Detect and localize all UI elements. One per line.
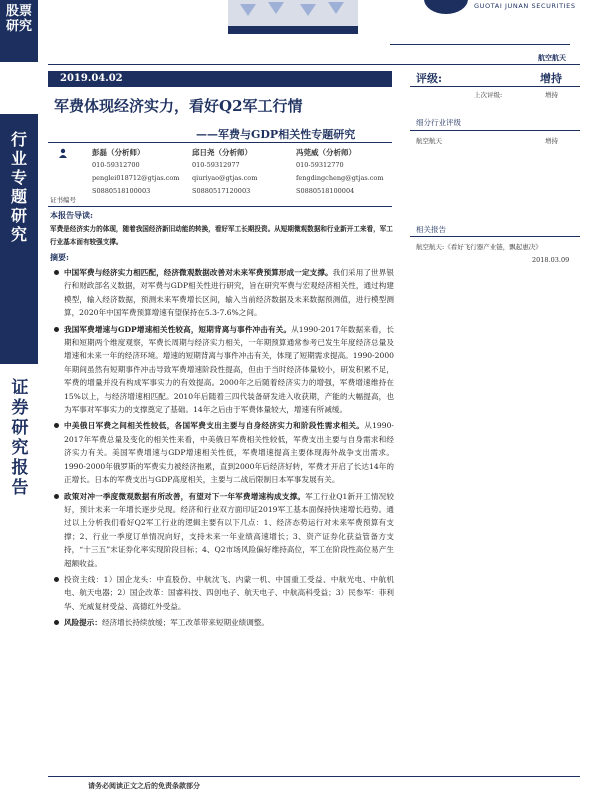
sub-rating-heading: 细分行业评级	[416, 118, 461, 127]
rating-label: 评级:	[416, 72, 443, 85]
bullet-lead: 中国军费与经济实力相匹配，经济微观数据改善对未来军费预算形成一定支撑。	[64, 268, 333, 277]
author-phone: 010-59312977	[192, 161, 240, 169]
bullet-lead: 中美俄日军费之间相关性较低，各国军费支出主要与自身经济实力和阶段性需求相关。	[64, 421, 365, 431]
bullet-text: 我们采用了世界银行和财政部名义数据，对军费与GDP相关性进行研究，旨在研究军费与宏观经济相关性，通过构建模型，输入经济数据，预测未来军费增长区间，输入当前经济数据及未来数据预测值，进行模型测算，2020年中国军费预算增速有望保持在5.3-7.6%之间。	[64, 268, 394, 318]
person-icon	[58, 148, 68, 158]
abstract-bullet	[54, 573, 394, 613]
previous-rating-value: 增持	[545, 91, 558, 99]
author-phone: 010-59312700	[92, 161, 140, 169]
author-name: 彭磊（分析师）	[92, 148, 145, 157]
gem-icon	[328, 2, 344, 14]
author-cert: S0880517120003	[192, 187, 251, 195]
sub-rating-divider	[410, 130, 580, 131]
sidebar-report-category-label: 证券研究报告	[11, 378, 29, 498]
author-name: 冯莞威（分析师）	[296, 148, 356, 157]
author-card	[92, 146, 179, 198]
left-sidebar	[0, 0, 38, 800]
header-rule	[390, 44, 570, 45]
sidebar-mid-panel	[0, 114, 38, 364]
previous-rating-label: 上次评级:	[474, 91, 503, 99]
abstract-bullet	[54, 616, 394, 629]
gem-icon	[240, 4, 256, 16]
author-email[interactable]: qiuriyao@gtjas.com	[192, 174, 258, 182]
rating-value: 增持	[540, 72, 562, 85]
gem-icon	[268, 2, 284, 14]
footer-divider	[48, 776, 580, 777]
cert-label: 证书编号	[50, 196, 76, 204]
abstract-bullet	[54, 490, 394, 570]
header-industry: 航空航天	[538, 53, 566, 62]
bullet-lead: 政策对冲一季度微观数据有所改善，有望对下一年军费增速构成支撑。	[64, 491, 306, 501]
rating-divider	[410, 86, 580, 87]
author-cert: S0880518100003	[92, 187, 151, 195]
bullet-lead: 我国军费增速与GDP增速相关性较高，短期背离与事件冲击有关。	[64, 324, 292, 334]
sub-rating-value: 增持	[545, 137, 558, 145]
sidebar-report-type-label: 行业专题研究	[10, 130, 27, 244]
sub-rating-industry: 航空航天	[416, 137, 442, 145]
banner-bar	[228, 26, 358, 34]
bullet-text: 经济增长持续放缓；军工改革带来短期业绩调整。	[101, 618, 270, 628]
author-email[interactable]: penglei018712@gtjas.com	[92, 174, 180, 182]
related-report-link[interactable]: 航空航天:《看好飞行器产业链，飘起惠决》	[416, 243, 542, 251]
author-card	[192, 146, 257, 198]
abstract-heading: 摘要:	[50, 252, 69, 262]
header-banner	[228, 0, 358, 30]
company-logo-icon	[424, 0, 468, 14]
footer-disclaimer: 请务必阅读正文之后的免责条款部分	[88, 781, 200, 790]
abstract-bullet	[54, 419, 394, 486]
related-divider	[410, 236, 580, 237]
authors-divider	[48, 206, 392, 207]
abstract-bullets	[54, 266, 394, 633]
guide-heading: 本报告导读:	[50, 210, 93, 220]
header-divider	[48, 64, 580, 65]
bullet-text: 投资主线：1）国企龙头：中直股份、中航沈飞、内蒙一机、中国重工受益、中航光电、中航机电、航天电器；2）国企改革：国睿科技、四创电子、航天电子、中航高科受益；3）民参军：菲利华、光威复材受益、高德红外受益。	[64, 574, 394, 611]
abstract-bullet	[54, 323, 394, 417]
guide-body: 军费是经济实力的体现，随着我国经济新旧动能的转换，看好军工长期投资。从短期微观数据和行业新开工来看，军工行业基本面有较强支撑。	[50, 225, 393, 246]
company-logo-text: GUOTAI JUNAN SECURITIES	[474, 2, 576, 10]
bullet-text: 军工行业Q1新开工情况较好，预计未来一年增长逐步兑现。经济和行业双方面印证2019军工基本面保持快速增长趋势。通过以上分析我们看好Q2军工行业的逻辑主要有以下几点：1、经济态势运行对未来军费预算有支撑；2、行业一季度订单情况向好，支持未来一年业绩高速增长；3、资产证券化获益管备方支持，“十三五”末证券化率实现阶段目标；4、Q2市场风险偏好维持高位，军工在阶段性高位易产生超额收益。	[64, 491, 395, 568]
abstract-bullet	[54, 266, 394, 320]
bullet-text: 从1990-2017年数据来看，长期和短期两个维度观察，军费长周期与经济实力相关，一年期预算通常参考已发生年度经济总量及增速和未来一年的经济环境。增速的短期背离与事件冲击有关，体现了短期需求提高。1990-2000年期间虽然有短期事件冲击导致军费增速阶段性提高，但由于当时经济体量较小，研发积累不足，军费的增量并没有构成军事实力的有效提高。2000年之后随着经济实力的增强，军费增速维持在15%以上，与经济增速相匹配。2010年后随着三四代装备研发进入收获期，产能的大幅提高，也为军事对军事实力的支撑奠定了基础。14年之后由于军费体量较大，增速有所减缓。	[64, 324, 394, 415]
related-reports-heading: 相关报告	[416, 225, 446, 234]
author-card	[296, 146, 384, 198]
author-email[interactable]: fengdingcheng@gtjas.com	[296, 174, 384, 182]
author-name: 邱日尧（分析师）	[192, 148, 252, 157]
bullet-lead: 风险提示：	[64, 618, 102, 628]
related-report-date: 2018.03.09	[532, 256, 570, 264]
bullet-text: 从1990-2017年军费总量及变化的相关性来看，中美俄日军费相关性较低，军费支出主要与自身需求和经济实力有关。美国军费增速与GDP增速相关性低，军费增速提高主要体现海外战争支出需求。1990-2000年俄罗斯的军费实力被经济拖累，直到2000年后经济好转，军费才开启了长达14年的正增长。日本的军费支出与GDP高度相关，主要与二战后限制日本军事发展有关。	[64, 421, 394, 485]
report-title: 军费体现经济实力，看好Q2军工行情	[54, 97, 303, 115]
report-date: 2019.04.02	[60, 73, 123, 84]
date-badge	[48, 71, 392, 87]
author-phone: 010-59312770	[296, 161, 344, 169]
report-subtitle: ——军费与GDP相关性专题研究	[196, 128, 356, 141]
title-divider	[48, 142, 392, 143]
author-cert: S0880518100004	[296, 187, 355, 195]
gem-icon	[300, 4, 316, 16]
sidebar-top-label: 股票研究	[6, 4, 33, 34]
header-band	[38, 0, 600, 40]
sidebar-top-panel	[0, 0, 38, 62]
